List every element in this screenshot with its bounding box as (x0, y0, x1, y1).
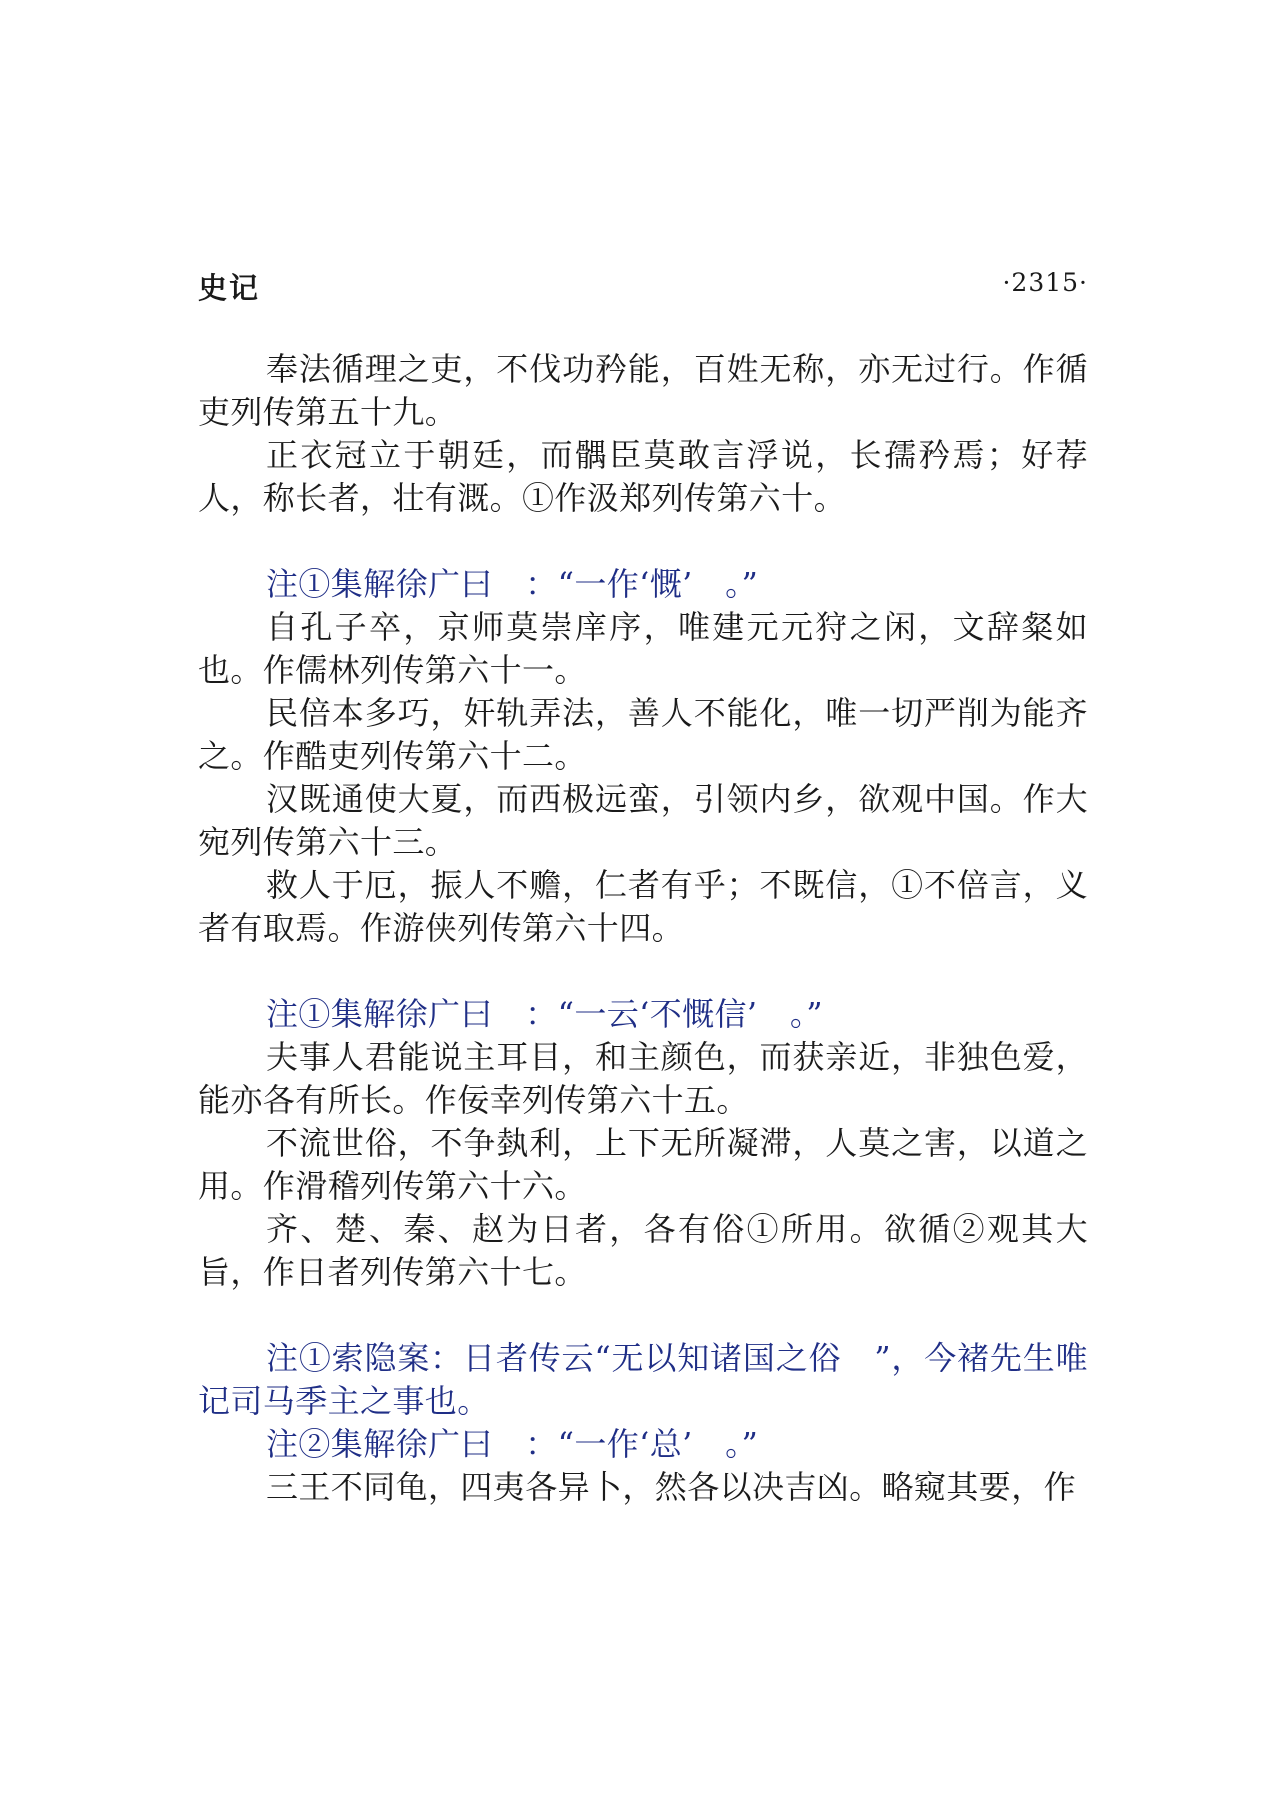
annotation-note: 注①集解徐广曰 ：“一作‘慨’ 。” (266, 565, 759, 603)
paragraph: 民倍本多巧，奸轨弄法，善人不能化，唯一切严削为能齐之。作酷吏列传第六十二。 (198, 694, 1088, 775)
annotation-note: 注①集解徐广曰 ：“一云‘不慨信’ 。” (266, 995, 824, 1033)
page-number: ·2315· (1002, 268, 1088, 297)
paragraph: 三王不同龟，四夷各异卜，然各以决吉凶。略窥其要，作 (266, 1468, 1077, 1506)
paragraph: 奉法循理之吏，不伐功矜能，百姓无称，亦无过行。作循吏列传第五十九。 (198, 350, 1088, 431)
annotation-note: 注②集解徐广曰 ：“一作‘总’ 。” (266, 1425, 759, 1463)
book-title: 史记 (198, 271, 261, 305)
paragraph: 夫事人君能说主耳目，和主颜色，而获亲近，非独色爱，能亦各有所长。作佞幸列传第六十五。 (198, 1038, 1088, 1119)
paragraph: 齐、楚、秦、赵为日者，各有俗①所用。欲循②观其大旨，作日者列传第六十七。 (198, 1210, 1088, 1291)
annotation-note: 注①索隐案：日者传云“无以知诸国之俗 ”，今褚先生唯记司马季主之事也。 (198, 1339, 1088, 1420)
page-body (198, 348, 1088, 1509)
page-header (198, 266, 1088, 306)
paragraph: 不流世俗，不争埶利，上下无所凝滞，人莫之害，以道之用。作滑稽列传第六十六。 (198, 1124, 1088, 1205)
paragraph: 自孔子卒，京师莫崇庠序，唯建元元狩之闲，文辞粲如也。作儒林列传第六十一。 (198, 608, 1088, 689)
paragraph: 救人于厄，振人不赡，仁者有乎；不既信，①不倍言，义者有取焉。作游侠列传第六十四。 (198, 866, 1088, 947)
paragraph: 正衣冠立于朝廷，而髃臣莫敢言浮说，长孺矜焉；好荐人，称长者，壮有溉。①作汲郑列传第六十。 (198, 436, 1088, 517)
paragraph: 汉既通使大夏，而西极远蛮，引领内乡，欲观中国。作大宛列传第六十三。 (198, 780, 1088, 861)
